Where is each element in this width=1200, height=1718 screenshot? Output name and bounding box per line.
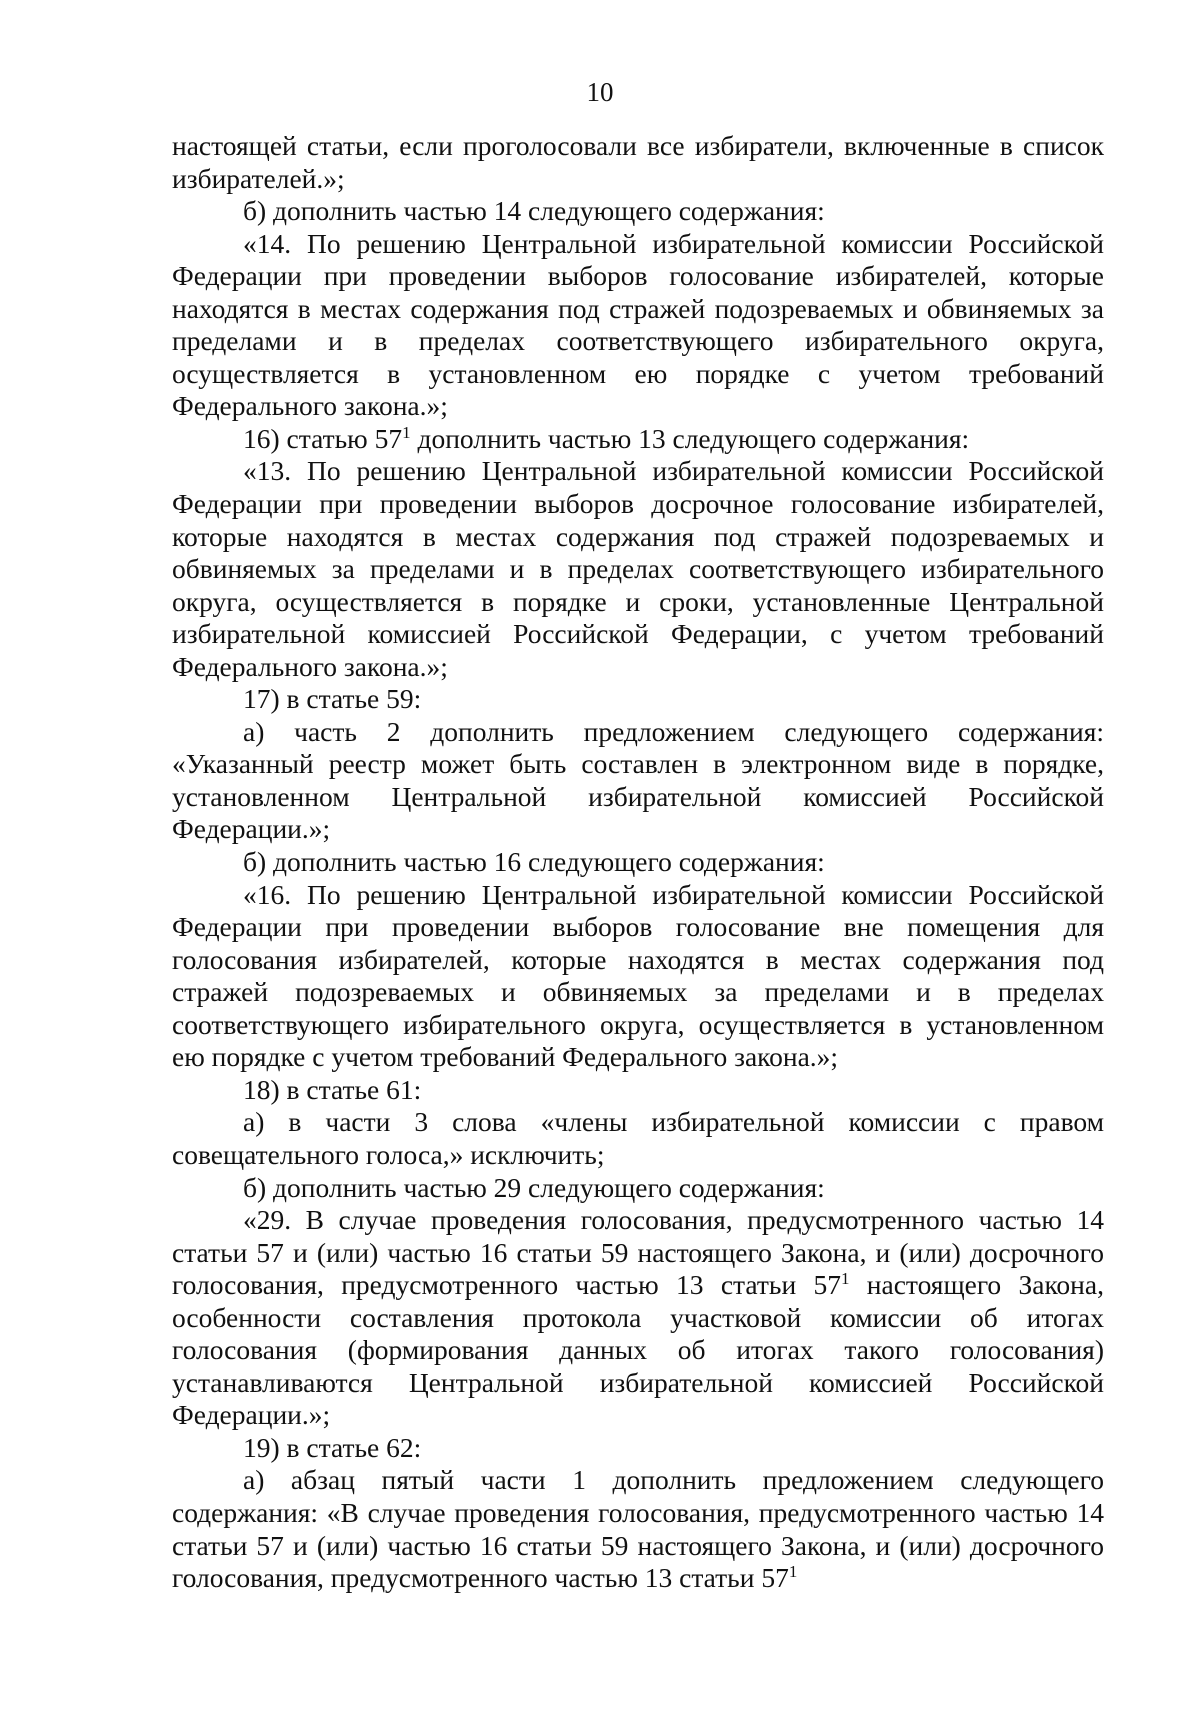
- paragraph-quote-part29: [172, 1204, 1104, 1432]
- item-19-a-superscript: 1: [788, 1562, 798, 1582]
- paragraph-quote-part16: «16. По решению Центральной избирательной комиссии Российской Федерации при проведении выборов голосование вне помещения для голосования избирателей, которые находятся в местах содержания под стражей подозреваемых и обвиняемых за пределами и в пределах соответствующего избирательного округа, осуществляется в установленном ею порядке с учетом требований Федерального закона.»;: [172, 878, 1104, 1073]
- part29-superscript: 1: [840, 1269, 850, 1289]
- paragraph-amendment-b-part14: б) дополнить частью 14 следующего содержания:: [243, 195, 825, 227]
- paragraph-item-18: 18) в статье 61:: [243, 1073, 422, 1105]
- paragraph-quote-part14: «14. По решению Центральной избирательной комиссии Российской Федерации при проведении выборов голосование избирателей, которые находятся в местах содержания под стражей подозреваемых и обвиняемых за пределами и в пределах соответствующего избирательного округа, осуществляется в установленном ею порядке с учетом требований Федерального закона.»;: [172, 227, 1104, 422]
- paragraph-item-16: [172, 423, 1104, 456]
- paragraph-quote-part13: «13. По решению Центральной избирательной комиссии Российской Федерации при проведении выборов досрочное голосование избирателей, которые находятся в местах содержания под стражей подозреваемых и обвиняемых за пределами и в пределах соответствующего избирательного округа, осуществляется в порядке и сроки, установленные Центральной избирательной комиссией Российской Федерации, с учетом требований Федерального закона.»;: [172, 455, 1104, 682]
- item-16-text-after: дополнить частью 13 следующего содержания:: [410, 422, 970, 454]
- page-number: 10: [586, 77, 614, 107]
- item-16-text-before: 16) статью 57: [243, 422, 403, 454]
- paragraph-item-17-b: б) дополнить частью 16 следующего содержания:: [243, 846, 825, 878]
- document-body: [172, 130, 1104, 1595]
- paragraph-item-17-a: а) часть 2 дополнить предложением следующего содержания: «Указанный реестр может быть составлен в электронном виде в порядке, установленном Центральной избирательной комиссией Российской Федерации.»;: [172, 715, 1104, 845]
- paragraph-continuation: настоящей статьи, если проголосовали все избиратели, включенные в список избирателей.»;: [172, 130, 1104, 194]
- part29-text-before: «29. В случае проведения голосования, предусмотренного частью 14 статьи 57 и (или) частью 16 статьи 59 настоящего Закона, и (или) досрочного голосования, предусмотренного частью 13 статьи 57: [172, 1204, 1104, 1301]
- item-16-superscript: 1: [402, 422, 411, 442]
- paragraph-item-19-a: [172, 1464, 1104, 1594]
- item-19-a-text-before: а) абзац пятый части 1 дополнить предложением следующего содержания: «В случае проведения голосования, предусмотренного частью 14 статьи 57 и (или) частью 16 статьи 59 настоящего Закона, и (или) досрочного голосования, предусмотренного частью 13 статьи 57: [172, 1464, 1104, 1594]
- paragraph-item-19: 19) в статье 62:: [243, 1431, 422, 1463]
- part29-text-after: настоящего Закона, особенности составления протокола участковой комиссии об итогах голосования (формирования данных об итогах такого голосования) устанавливаются Центральной избирательной комиссией Российской Федерации.»;: [172, 1269, 1104, 1431]
- paragraph-item-18-b: б) дополнить частью 29 следующего содержания:: [243, 1171, 825, 1203]
- paragraph-item-17: 17) в статье 59:: [243, 683, 422, 715]
- paragraph-item-18-a: а) в части 3 слова «члены избирательной комиссии с правом совещательного голоса,» исключить;: [172, 1106, 1104, 1170]
